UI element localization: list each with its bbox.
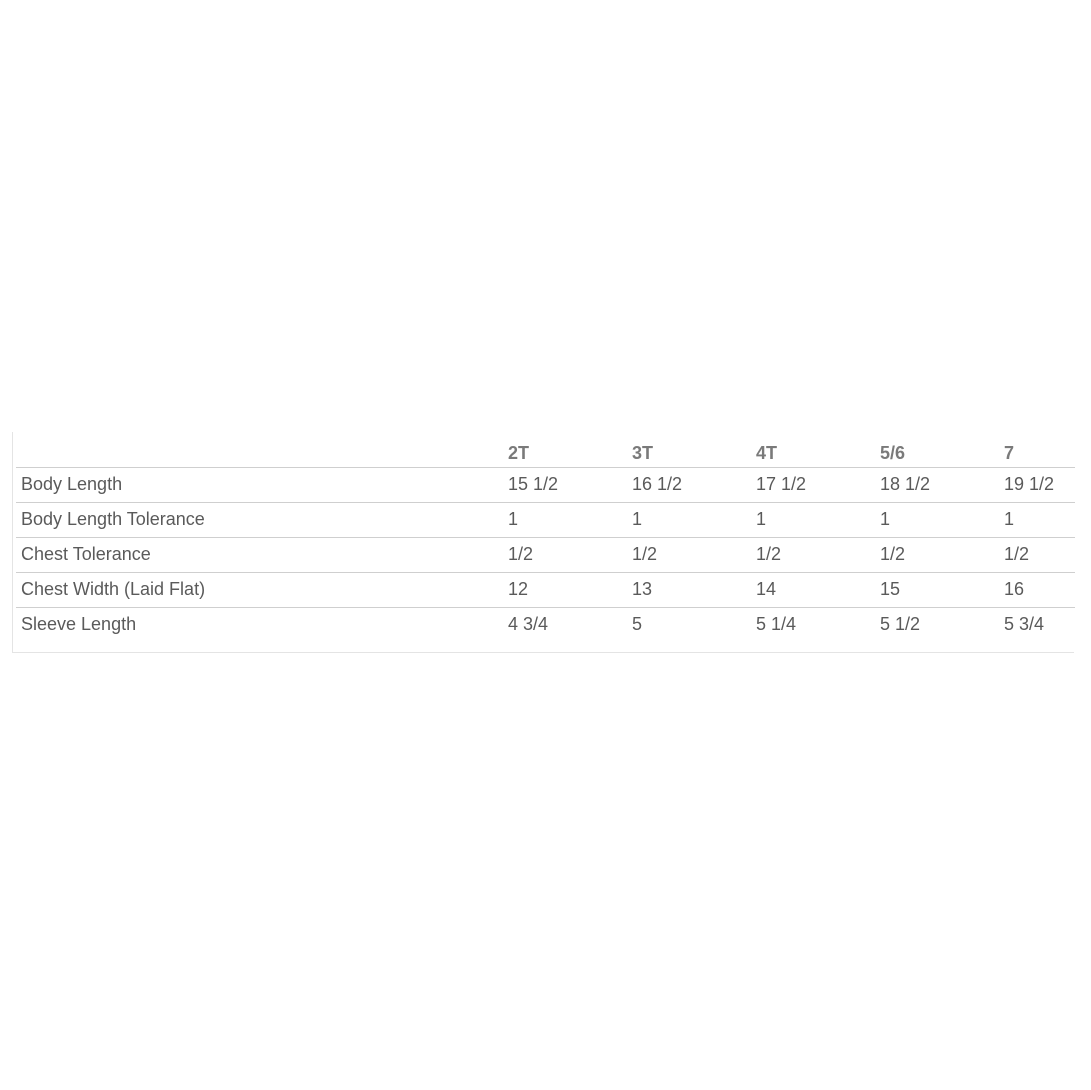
header-size-3t: 3T (627, 432, 751, 467)
size-chart-table (16, 432, 1075, 642)
header-size-7: 7 (999, 432, 1075, 467)
table-cell: 1/2 (751, 537, 875, 572)
table-cell: 1 (627, 502, 751, 537)
table-cell: 5 1/2 (880, 614, 921, 634)
table-cell: 5 (632, 614, 643, 634)
table-cell: 1/2 (875, 537, 999, 572)
table-cell: 1 (999, 502, 1075, 537)
table-cell: 13 (627, 572, 751, 607)
table-row (16, 467, 1075, 502)
row-label-body-length: Body Length (16, 467, 503, 502)
header-size-2t: 2T (503, 432, 627, 467)
table-cell: 1/2 (999, 537, 1075, 572)
header-corner-cell (16, 432, 503, 467)
header-size-5-6: 5/6 (875, 432, 999, 467)
table-row (16, 572, 1075, 607)
table-cell: 15 1/2 (503, 467, 627, 502)
table-cell: 16 (999, 572, 1075, 607)
row-label-sleeve-length: Sleeve Length (21, 614, 137, 634)
table-cell: 15 (875, 572, 999, 607)
table-header-row (16, 432, 1075, 467)
table-cell: 14 (751, 572, 875, 607)
table-cell: 1/2 (627, 537, 751, 572)
size-chart (12, 432, 1074, 653)
row-label-body-length-tolerance: Body Length Tolerance (16, 502, 503, 537)
table-cell: 5 3/4 (1004, 614, 1045, 634)
table-cell: 4 3/4 (508, 614, 549, 634)
table-row (16, 607, 1075, 642)
table-cell: 1 (751, 502, 875, 537)
table-cell: 19 1/2 (999, 467, 1075, 502)
table-cell: 5 1/4 (756, 614, 797, 634)
table-cell: 17 1/2 (751, 467, 875, 502)
row-label-chest-width: Chest Width (Laid Flat) (16, 572, 503, 607)
row-label-chest-tolerance: Chest Tolerance (16, 537, 503, 572)
table-cell: 12 (503, 572, 627, 607)
table-cell: 1/2 (503, 537, 627, 572)
header-size-4t: 4T (751, 432, 875, 467)
table-cell: 18 1/2 (875, 467, 999, 502)
table-row (16, 537, 1075, 572)
table-cell: 1 (503, 502, 627, 537)
table-row (16, 502, 1075, 537)
table-cell: 16 1/2 (627, 467, 751, 502)
table-cell: 1 (875, 502, 999, 537)
